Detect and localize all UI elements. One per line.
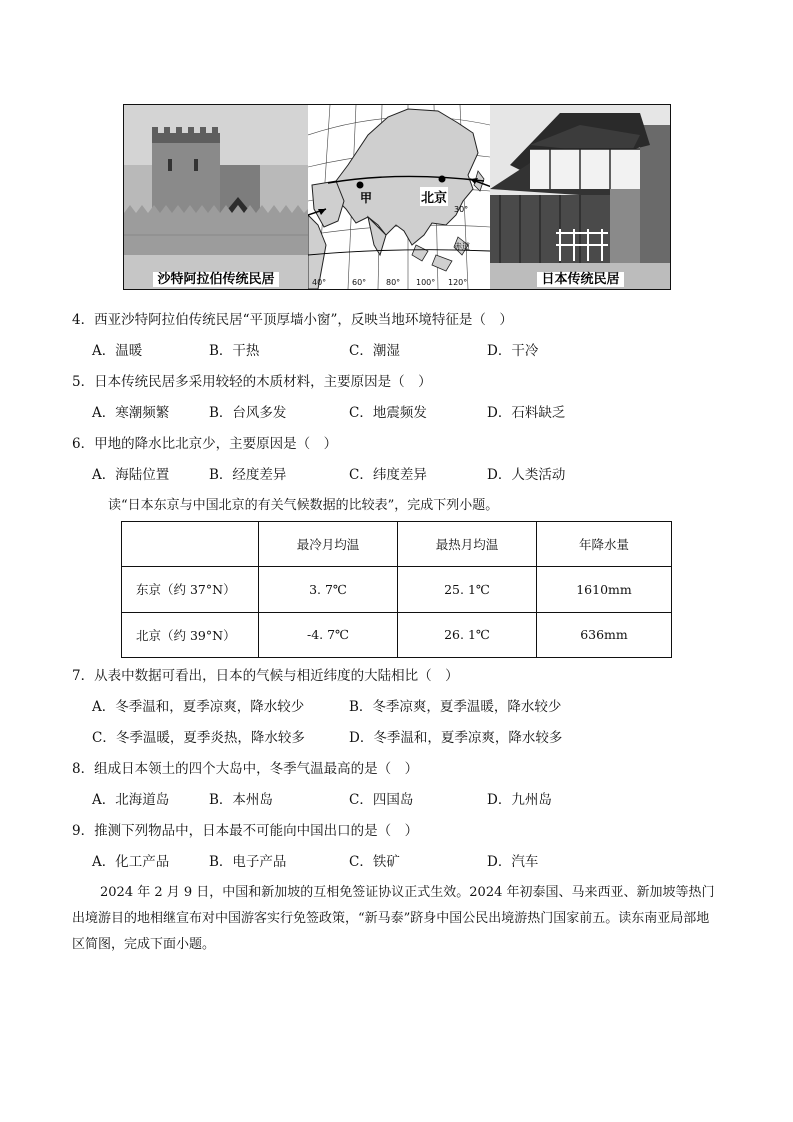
option-b[interactable]: B．电子产品 bbox=[209, 854, 287, 870]
option-c[interactable]: C．地震频发 bbox=[349, 405, 427, 421]
option-b[interactable]: B．冬季凉爽，夏季温暖，降水较少 bbox=[349, 699, 562, 715]
table-cell: 东京（约 37°N） bbox=[122, 567, 259, 612]
option-a[interactable]: A．冬季温和，夏季凉爽，降水较少 bbox=[92, 699, 305, 715]
option-d[interactable]: D．石料缺乏 bbox=[487, 405, 566, 421]
option-b[interactable]: B．本州岛 bbox=[209, 792, 273, 808]
option-c[interactable]: C．铁矿 bbox=[349, 854, 400, 870]
option-d[interactable]: D．干冷 bbox=[487, 343, 539, 359]
option-c[interactable]: C．纬度差异 bbox=[349, 467, 427, 483]
option-b[interactable]: B．经度差异 bbox=[209, 467, 287, 483]
header-cell: 年降水量 bbox=[537, 522, 672, 567]
japan-house-illustration bbox=[490, 105, 671, 289]
option-d[interactable]: D．九州岛 bbox=[487, 792, 552, 808]
option-a[interactable]: A．寒潮频繁 bbox=[92, 405, 170, 421]
table-cell: 1610mm bbox=[537, 567, 672, 612]
table-intro: 读“日本东京与中国北京的有关气候数据的比较表”，完成下列小题。 bbox=[108, 498, 499, 513]
japan-house-photo bbox=[490, 105, 671, 289]
table-cell: 北京（约 39°N） bbox=[122, 612, 259, 657]
question-6-stem: 6．甲地的降水比北京少，主要原因是（ ） bbox=[72, 436, 338, 452]
header-cell bbox=[122, 522, 259, 567]
lon-tick: 120° bbox=[448, 278, 468, 287]
lon-tick: 60° bbox=[352, 278, 367, 287]
climate-table bbox=[121, 521, 672, 658]
question-5-stem: 5．日本传统民居多采用较轻的木质材料，主要原因是（ ） bbox=[72, 374, 432, 390]
table-cell: 636mm bbox=[537, 612, 672, 657]
table-row bbox=[122, 567, 672, 612]
option-b[interactable]: B．台风多发 bbox=[209, 405, 287, 421]
option-d[interactable]: D．汽车 bbox=[487, 854, 539, 870]
option-c[interactable]: C．冬季温暖，夏季炎热，降水较多 bbox=[92, 730, 305, 746]
option-a[interactable]: A．北海道岛 bbox=[92, 792, 170, 808]
saudi-house-photo bbox=[124, 105, 308, 289]
option-c[interactable]: C．潮湿 bbox=[349, 343, 400, 359]
option-a[interactable]: A．温暖 bbox=[92, 343, 143, 359]
table-cell: 3. 7℃ bbox=[259, 567, 398, 612]
map-label-equator: 赤道 bbox=[454, 242, 470, 251]
question-7-stem: 7．从表中数据可看出，日本的气候与相近纬度的大陆相比（ ） bbox=[72, 668, 459, 684]
option-a[interactable]: A．化工产品 bbox=[92, 854, 170, 870]
map-label-beijing: 北京 bbox=[420, 187, 448, 206]
map-label-latitude: 30° bbox=[454, 205, 469, 214]
beijing-marker bbox=[439, 176, 446, 183]
jia-marker bbox=[357, 182, 364, 189]
option-d[interactable]: D．冬季温和，夏季凉爽，降水较多 bbox=[349, 730, 563, 746]
table-row bbox=[122, 612, 672, 657]
option-b[interactable]: B．干热 bbox=[209, 343, 260, 359]
question-9-stem: 9．推测下列物品中，日本最不可能向中国出口的是（ ） bbox=[72, 823, 419, 839]
header-cell: 最热月均温 bbox=[398, 522, 537, 567]
header-cell: 最冷月均温 bbox=[259, 522, 398, 567]
map-label-jia: 甲 bbox=[360, 191, 373, 205]
lon-tick: 80° bbox=[386, 278, 401, 287]
option-c[interactable]: C．四国岛 bbox=[349, 792, 414, 808]
closing-paragraph: 2024 年 2 月 9 日，中国和新加坡的互相免签证协议正式生效。2024 年初泰国、马来西亚、新加坡等热门出境游目的地相继宣布对中国游客实行免签政策，“新马泰”跻身中国公民出境游热门国家前五。读东南亚局部地区简图，完成下面小题。 bbox=[72, 885, 715, 952]
table-header-row bbox=[122, 522, 672, 567]
asia-map-drawing bbox=[308, 105, 490, 289]
lon-tick: 100° bbox=[416, 278, 436, 287]
question-8-stem: 8．组成日本领土的四个大岛中，冬季气温最高的是（ ） bbox=[72, 761, 419, 777]
table-cell: 26. 1℃ bbox=[398, 612, 537, 657]
asia-map bbox=[308, 105, 490, 289]
option-d[interactable]: D．人类活动 bbox=[487, 467, 566, 483]
saudi-house-illustration bbox=[124, 105, 308, 289]
table-cell: 25. 1℃ bbox=[398, 567, 537, 612]
composite-figure bbox=[123, 104, 671, 290]
left-caption: 沙特阿拉伯传统民居 bbox=[124, 268, 308, 287]
right-caption: 日本传统民居 bbox=[490, 268, 671, 287]
lon-tick: 40° bbox=[312, 278, 327, 287]
table-cell: -4. 7℃ bbox=[259, 612, 398, 657]
option-a[interactable]: A．海陆位置 bbox=[92, 467, 170, 483]
question-4-stem: 4．西亚沙特阿拉伯传统民居“平顶厚墙小窗”，反映当地环境特征是（ ） bbox=[72, 312, 513, 328]
